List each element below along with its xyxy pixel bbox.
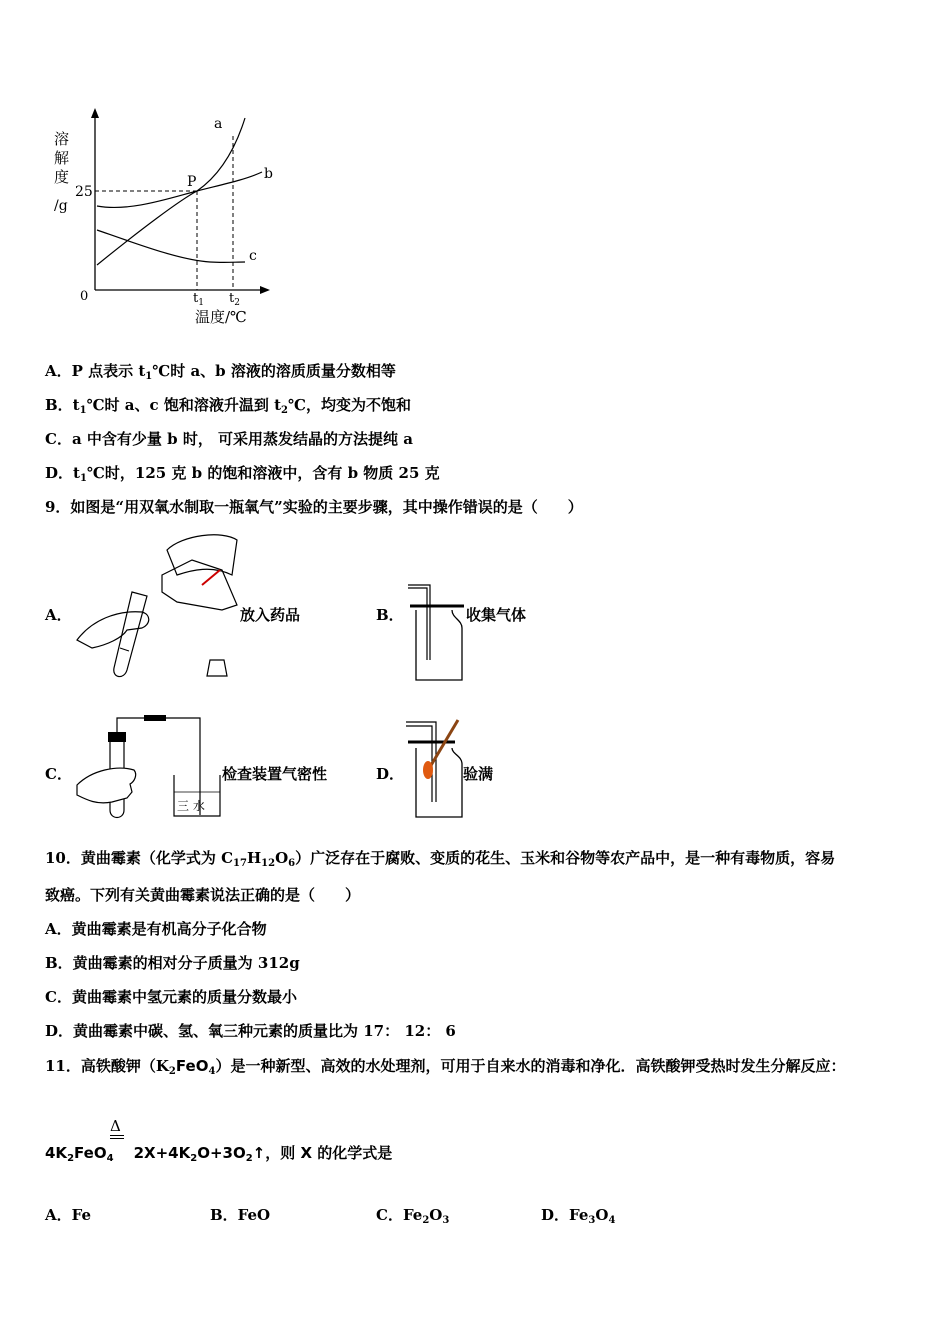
q10-option-c: C．黄曲霉素中氢元素的质量分数最小 — [45, 988, 297, 1006]
origin-label: 0 — [80, 289, 89, 304]
q8-option-b: B．$t_1℃$时 a、c 饱和溶液升温到 $t_2℃$，均变为不饱和 — [45, 396, 411, 416]
q9-c-airtight-illustration — [72, 710, 227, 822]
q10-option-a: A．黄曲霉素是有机高分子化合物 — [45, 920, 267, 938]
curve-c-label: c — [249, 248, 257, 264]
rubber-joint — [144, 715, 166, 721]
q9-d-verify-illustration — [400, 712, 470, 822]
x-axis-arrow — [260, 286, 270, 294]
y-tick-25: 25 — [75, 184, 93, 200]
q10-option-b: B．黄曲霉素的相对分子质量为 312g — [45, 954, 300, 972]
q9-option-d-caption: 验满 — [463, 765, 494, 783]
ylabel-char-4: /g — [54, 198, 68, 214]
tube-stopper — [108, 732, 126, 742]
reagent-bottle — [162, 560, 237, 610]
label-mark — [202, 570, 220, 585]
q11-equation: $4K_2FeO_4$ $2X+4K_2O+3O_2↑$，则 X 的化学式是 — [45, 1144, 393, 1164]
q9-option-b-letter: B． — [376, 606, 404, 624]
q9-option-c-caption: 检查装置气密性 — [222, 765, 328, 783]
reaction-condition: Δ — [110, 1117, 124, 1139]
t2-label: $t_2$ — [229, 291, 240, 308]
point-p-label: P — [187, 174, 197, 190]
curve-c — [97, 230, 245, 262]
beaker-water-text: 三 水 — [177, 799, 205, 813]
x-axis-label: 温度/℃ — [195, 308, 247, 326]
q10-stem-line2: 致癌。下列有关黄曲霉素说法正确的是（ ） — [45, 886, 361, 904]
q11-option-a: A．Fe — [45, 1206, 92, 1224]
gas-jar — [416, 748, 462, 817]
ylabel-char-3: 度 — [54, 168, 70, 186]
liquid-level — [120, 648, 129, 651]
y-axis-arrow — [91, 108, 99, 118]
q11-option-d: D．$Fe_3O_4$ — [541, 1206, 616, 1226]
q9-option-c-letter: C． — [45, 765, 72, 783]
q11-option-b: B．FeO — [210, 1206, 271, 1224]
q9-option-d-letter: D． — [376, 765, 405, 783]
ylabel-char-1: 溶 — [54, 130, 70, 148]
gas-jar — [416, 610, 462, 680]
pouring-hand — [167, 535, 237, 575]
t1-label: $t_1$ — [193, 291, 204, 308]
gripping-hand — [77, 768, 136, 803]
q9-option-a-caption: 放入药品 — [240, 606, 301, 624]
stopper — [207, 660, 227, 676]
q9-b-collect-illustration — [400, 580, 470, 685]
q11-stem: 11．高铁酸钾$(K_2FeO_4)$是一种新型、高效的水处理剂，可用于自来水的消毒和净化．高铁酸钾受热时发生分解反应： — [45, 1057, 846, 1077]
q10-option-d: D．黄曲霉素中碳、氢、氧三种元素的质量比为 17： 12： 6 — [45, 1022, 456, 1040]
curve-a-label: a — [214, 116, 223, 132]
q8-option-d: D．$t_1℃$时，125 克 b 的饱和溶液中，含有 b 物质 25 克 — [45, 464, 440, 484]
q9-option-a-letter: A． — [45, 606, 72, 624]
q8-option-a: A．P 点表示 $t_1℃$时 a、b 溶液的溶质质量分数相等 — [45, 362, 396, 382]
solubility-graph — [40, 100, 290, 335]
delivery-tube — [408, 585, 430, 660]
curve-b-label: b — [264, 166, 273, 182]
q9-a-pour-illustration — [72, 530, 242, 685]
q8-option-c: C．a 中含有少量 b 时， 可采用蒸发结晶的方法提纯 a — [45, 430, 413, 448]
q9-stem: 9．如图是“用双氧水制取一瓶氧气”实验的主要步骤，其中操作错误的是（ ） — [45, 498, 583, 516]
q11-option-c: C．$Fe_2O_3$ — [376, 1206, 450, 1226]
q9-option-b-caption: 收集气体 — [466, 606, 527, 624]
glowing-tip — [423, 761, 433, 779]
test-tube — [114, 592, 147, 677]
ylabel-char-2: 解 — [54, 149, 70, 167]
q10-stem-line1: 10．黄曲霉素（化学式为 $C_{17}H_{12}O_6$）广泛存在于腐败、变质的花生、玉米和谷物等农产品中，是一种有毒物质，容易 — [45, 849, 836, 869]
